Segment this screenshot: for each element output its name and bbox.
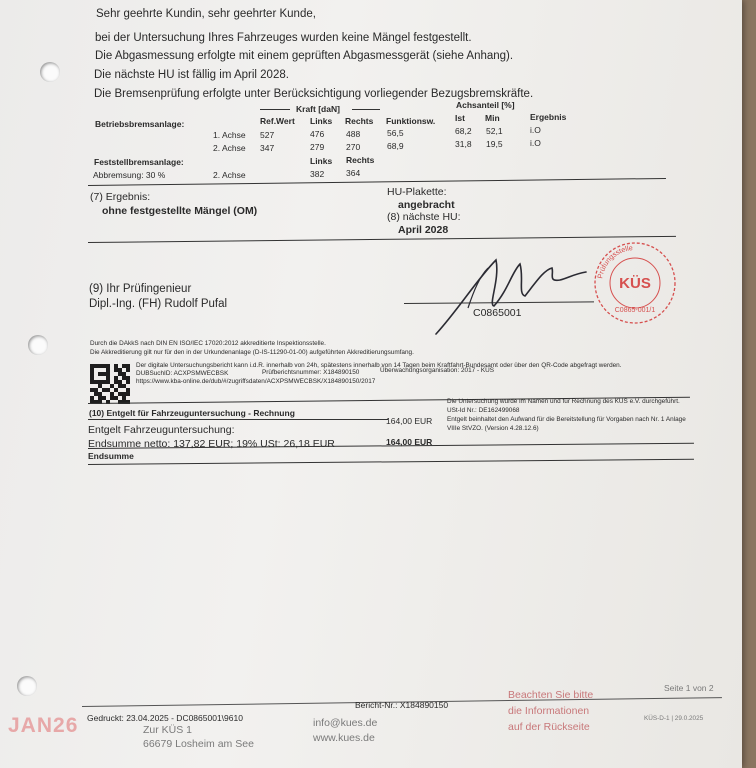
invoice-note: USt-Id Nr.: DE162499068 — [447, 407, 520, 414]
bericht-number: Bericht-Nr.: X184890150 — [355, 700, 449, 710]
result-label: (7) Ergebnis: — [90, 191, 151, 203]
stamp-ring-text: Prüfungsstelle — [595, 243, 634, 280]
parking-rechts-value: 364 — [346, 168, 361, 178]
hint-line: Beachten Sie bitte — [508, 689, 594, 701]
form-id: KÜS-D-1 | 29.0.2025 — [644, 715, 704, 722]
header-rule — [260, 109, 290, 110]
ist-value: 68,2 — [455, 126, 472, 136]
ref-value: 527 — [260, 130, 275, 140]
service-brake-label: Betriebsbremsanlage: — [95, 119, 185, 129]
org-street: Zur KÜS 1 — [143, 724, 193, 736]
engineer-id: C0865001 — [473, 307, 522, 319]
parking-links-header: Links — [310, 156, 333, 166]
min-value: 52,1 — [486, 126, 503, 136]
rechts-value: 270 — [346, 142, 361, 152]
invoice-net-line: Endsumme netto: 137,82 EUR; 19% USt: 26,18 EUR — [88, 438, 335, 450]
invoice-note: Entgelt beinhaltet den Aufwand für die Bereitstellung für Vorgaben nach Nr. 1 Anlage — [447, 416, 686, 423]
plakette-label: HU-Plakette: — [387, 186, 447, 198]
invoice-total-label: Endsumme — [88, 451, 134, 461]
next-hu-value: April 2028 — [398, 224, 449, 236]
ink-stamp-date: JAN26 — [8, 714, 79, 737]
divider — [88, 459, 694, 465]
intro-line: Die Bremsenprüfung erfolgte unter Berücksichtigung vorliegender Bezugsbremskräfte. — [94, 88, 534, 100]
page-number: Seite 1 von 2 — [664, 683, 714, 693]
invoice-note: VIIIe StVZO. (Version 4.28.12.6) — [447, 425, 539, 432]
axle-label: 2. Achse — [213, 143, 246, 153]
intro-line: Die nächste HU ist fällig im April 2028. — [94, 69, 289, 81]
ref-value: 347 — [260, 143, 275, 153]
col-links: Links — [310, 116, 333, 126]
accreditation-line: Durch die DAkkS nach DIN EN ISO/IEC 17020:2012 akkreditierte Inspektionsstelle. — [90, 340, 326, 347]
parking-links-value: 382 — [310, 169, 325, 179]
stamp-number: C0865-001/1 — [614, 307, 656, 314]
parking-abbremsung: Abbremsung: 30 % — [93, 170, 166, 180]
parking-rechts-header: Rechts — [346, 155, 375, 165]
invoice-amount: 164,00 EUR — [386, 416, 433, 426]
accreditation-line: Die Akkreditierung gilt nur für den in der Urkundenanlage (D-IS-11290-01-00) aufgeführten Akkreditierungsumfang. — [90, 349, 414, 356]
web-link[interactable]: www.kues.de — [313, 732, 375, 744]
next-hu-label: (8) nächste HU: — [387, 211, 461, 223]
intro-line: bei der Untersuchung Ihres Fahrzeuges wurden keine Mängel festgestellt. — [95, 32, 472, 44]
email-link[interactable]: info@kues.de — [313, 717, 378, 729]
engineer-label: (9) Ihr Prüfingenieur — [89, 283, 192, 295]
parking-axle: 2. Achse — [213, 170, 246, 180]
min-value: 19,5 — [486, 139, 503, 149]
qr-code[interactable] — [90, 364, 130, 404]
col-min: Min — [485, 113, 500, 123]
divider — [88, 178, 666, 186]
col-ergebnis: Ergebnis — [530, 112, 567, 122]
achsanteil-header: Achsanteil [%] — [456, 100, 515, 110]
col-ref: Ref.Wert — [260, 116, 295, 126]
digital-info: Der digitale Untersuchungsbericht kann i.d.R. innerhalb von 24h, spätestens innerhalb von 14 Tagen beim Kraftfahrt-Bundesamt oder über den QR-Code abgefragt werden. — [136, 362, 622, 369]
kba-link[interactable]: https://www.kba-online.de/dub/#/zugriffsdaten/ACXPSMWECBSK/X184890150/2017 — [136, 378, 376, 385]
funktion-value: 56,5 — [387, 128, 404, 138]
ueberwachung-org: Überwachungsorganisation: 2017 - KÜS — [380, 367, 495, 374]
rechts-value: 488 — [346, 129, 361, 139]
official-stamp — [592, 240, 678, 326]
punch-hole — [28, 335, 48, 355]
ergebnis-value: i.O — [530, 125, 541, 135]
invoice-title-rule — [88, 419, 388, 420]
hint-line: die Informationen — [508, 705, 590, 717]
parking-brake-label: Feststellbremsanlage: — [94, 157, 184, 167]
punch-hole — [17, 676, 37, 696]
links-value: 476 — [310, 129, 325, 139]
col-rechts: Rechts — [345, 116, 374, 126]
links-value: 279 — [310, 142, 325, 152]
printed-info: Gedruckt: 23.04.2025 - DC0865001\9610 — [87, 713, 243, 723]
signature — [428, 250, 598, 340]
stamp-brand: KÜS — [619, 275, 651, 292]
ist-value: 31,8 — [455, 139, 472, 149]
col-ist: Ist — [455, 113, 465, 123]
divider — [88, 236, 676, 243]
greeting: Sehr geehrte Kundin, sehr geehrter Kunde, — [96, 8, 316, 20]
header-rule — [352, 109, 380, 110]
dubs-id: DUBSuchID: ACXPSMWECBSK — [136, 370, 229, 377]
org-city: 66679 Losheim am See — [143, 738, 254, 750]
plakette-value: angebracht — [398, 199, 455, 211]
hint-line: auf der Rückseite — [508, 721, 590, 733]
pruefbericht-number: Prüfberichtsnummer: X184890150 — [262, 369, 360, 376]
axle-label: 1. Achse — [213, 130, 246, 140]
col-funktion: Funktionsw. — [386, 116, 436, 126]
engineer-name: Dipl.-Ing. (FH) Rudolf Pufal — [89, 298, 228, 310]
intro-line: Die Abgasmessung erfolgte mit einem geprüften Abgasmessgerät (siehe Anhang). — [95, 50, 514, 62]
kraft-header: Kraft [daN] — [296, 104, 340, 114]
ergebnis-value: i.O — [530, 138, 541, 148]
invoice-total-amount: 164,00 EUR — [386, 437, 433, 447]
funktion-value: 68,9 — [387, 141, 404, 151]
invoice-note: Die Untersuchung wurde im Namen und für Rechnung des KÜS e.V. durchgeführt. — [447, 398, 680, 405]
punch-hole — [40, 62, 60, 82]
result-value: ohne festgestellte Mängel (OM) — [102, 205, 258, 217]
invoice-line: Entgelt Fahrzeuguntersuchung: — [88, 424, 235, 436]
invoice-title: (10) Entgelt für Fahrzeuguntersuchung - Rechnung — [89, 408, 295, 418]
